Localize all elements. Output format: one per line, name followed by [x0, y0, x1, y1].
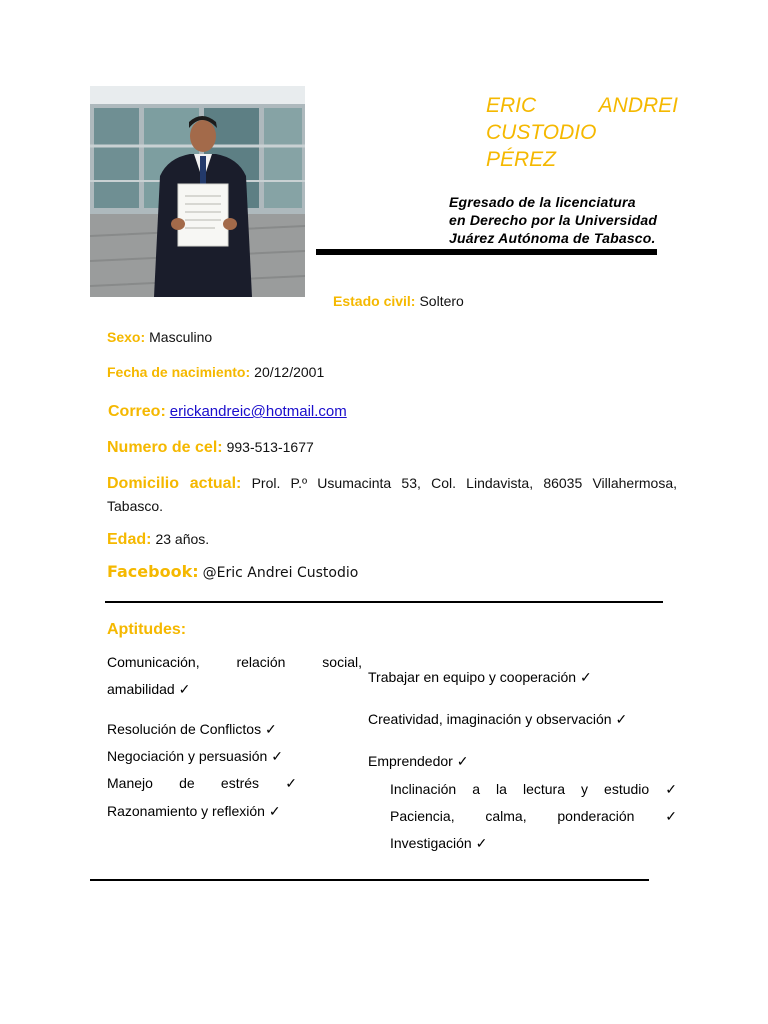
subtitle-line-1: Egresado de la licenciatura: [449, 194, 636, 210]
name-surname-2: PÉREZ: [486, 148, 557, 171]
aptitud-right-3: Emprendedor ✓: [368, 753, 469, 769]
aptitud-word: Paciencia,: [390, 808, 455, 824]
facebook-label: Facebook:: [107, 562, 199, 581]
facebook-value: @Eric Andrei Custodio: [202, 565, 359, 581]
aptitud-word: ponderación: [557, 808, 635, 824]
sexo-value: Masculino: [149, 329, 213, 345]
aptitud-line: amabilidad ✓: [107, 681, 191, 697]
aptitud-right-1: Trabajar en equipo y cooperación ✓: [368, 669, 592, 685]
aptitud-word: social,: [322, 654, 362, 670]
estado-civil-label: Estado civil:: [333, 293, 416, 309]
aptitud-left-4: [107, 770, 297, 797]
aptitud-right-2: Creatividad, imaginación y observación ✓: [368, 711, 628, 727]
aptitud-word: estudio: [604, 781, 650, 797]
aptitud-word: calma,: [485, 808, 527, 824]
facebook-field: [107, 562, 358, 583]
full-name: [486, 92, 678, 173]
aptitud-right-6: Investigación ✓: [390, 835, 488, 851]
profile-subtitle: [449, 193, 689, 247]
domicilio-value: Prol. P.º Usumacinta 53, Col. Lindavista, 86035 Villahermosa, Tabasco.: [107, 475, 678, 514]
sexo-field: [107, 327, 212, 347]
correo-field: [108, 402, 347, 422]
aptitud-word: a: [472, 781, 480, 797]
check-mark: ✓: [665, 781, 677, 797]
footer-divider: [90, 879, 649, 881]
aptitud-word: relación: [236, 654, 286, 670]
name-middle: ANDREI: [598, 94, 678, 117]
aptitud-left-2: Resolución de Conflictos ✓: [107, 721, 277, 737]
aptitudes-title: [107, 620, 186, 640]
domicilio-field: [107, 472, 677, 517]
edad-value: 23 años.: [155, 531, 210, 547]
subtitle-line-2: en Derecho por la Universidad: [449, 212, 658, 228]
estado-civil-value: Soltero: [419, 293, 464, 309]
fecha-nacimiento-label: Fecha de nacimiento:: [107, 364, 251, 380]
header-divider: [316, 249, 657, 255]
sexo-label: Sexo:: [107, 329, 146, 345]
aptitud-word: la: [496, 781, 507, 797]
check-mark: ✓: [285, 775, 297, 791]
edad-label: Edad:: [107, 531, 152, 548]
domicilio-label: Domicilio actual:: [107, 475, 242, 492]
estado-civil-field: [333, 291, 464, 311]
aptitud-right-5: [390, 803, 677, 830]
aptitudes-title-text: Aptitudes:: [107, 621, 187, 638]
correo-label: Correo:: [108, 403, 166, 420]
celular-label: Numero de cel:: [107, 439, 223, 456]
aptitud-word: de: [179, 775, 195, 791]
aptitud-word: lectura: [522, 781, 565, 797]
aptitud-left-1: [107, 649, 362, 703]
aptitud-word: Inclinación: [390, 781, 457, 797]
subtitle-line-3: Juárez Autónoma de Tabasco.: [449, 230, 656, 246]
celular-field: [107, 437, 314, 458]
edad-field: [107, 529, 209, 550]
celular-value: 993-513-1677: [226, 439, 314, 455]
name-first: ERIC: [486, 94, 537, 117]
profile-photo: [90, 86, 305, 297]
aptitud-left-5: Razonamiento y reflexión ✓: [107, 803, 281, 819]
name-surname-1: CUSTODIO: [486, 121, 597, 144]
aptitud-word: estrés: [220, 775, 260, 791]
check-mark: ✓: [665, 808, 677, 824]
aptitud-word: y: [581, 781, 589, 797]
aptitud-left-3: Negociación y persuasión ✓: [107, 748, 283, 764]
aptitud-word: Manejo: [107, 775, 153, 791]
aptitud-right-4: [390, 776, 677, 803]
fecha-nacimiento-field: [107, 362, 324, 382]
info-divider: [105, 601, 663, 603]
aptitud-word: Comunicación,: [107, 654, 200, 670]
email-link[interactable]: erickandreic@hotmail.com: [169, 403, 347, 420]
fecha-nacimiento-value: 20/12/2001: [254, 364, 325, 380]
person-portrait-photo: [90, 86, 305, 297]
